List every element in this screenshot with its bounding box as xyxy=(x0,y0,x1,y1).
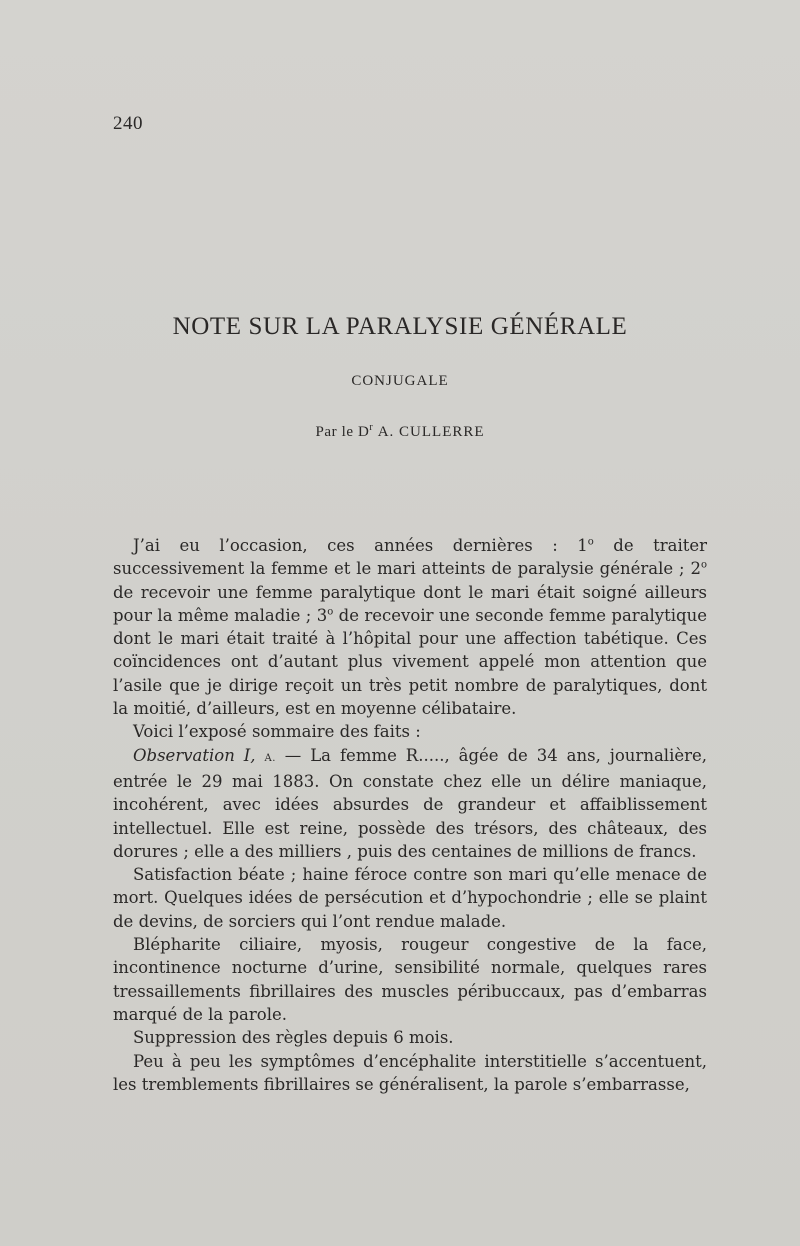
paragraph-facts: Voici l’exposé sommaire des faits : xyxy=(133,722,421,742)
article-subtitle: CONJUGALE xyxy=(351,373,449,389)
paragraph-intro: J’ai eu l’occasion, ces années dernières : 1$^o$ de traiter successivement la femme et le mari atteints de paralysie générale ; 2$^o$ de recevoir une femme paralytique dont le mari était soigné ailleurs pour la même maladie ; 3$^o$ de recevoir une seconde femme paralytique dont le mari était traité à l’hôpital pour une affection tabétique. Ces coïncidences ont d’autant plus vivement appelé mon attention que l’asile que je dirige reçoit un très petit nombre de paralytiques, dont la moitié, d’ailleurs, est en moyenne célibataire. xyxy=(113,536,708,719)
byline-prefix-sup: r xyxy=(369,422,374,433)
observation-letter: A. xyxy=(264,752,276,764)
page-number: 240 xyxy=(113,113,143,134)
paragraph-progression: Peu à peu les symptômes d’encéphalite interstitielle s’accentuent, les tremblements fibrillaires se généralisent, la parole s’embarrasse, xyxy=(113,1051,707,1094)
article-body xyxy=(113,534,707,1096)
author-name: A. CULLERRE xyxy=(377,424,485,440)
paragraph-satisfaction: Satisfaction béate ; haine féroce contre son mari qu’elle menace de mort. Quelques idées de persécution et d’hypochondrie ; elle se plaint de devins, de sorciers qui l’ont rendue malade. xyxy=(113,865,707,931)
paragraph-symptoms: Blépharite ciliaire, myosis, rougeur congestive de la face, incontinence nocturne d’urine, sensibilité normale, quelques rares tressaillements fibrillaires des muscles péribuccaux, pas d’embarras marqué de la parole. xyxy=(113,935,707,1024)
article-title: NOTE SUR LA PARALYSIE GÉNÉRALE xyxy=(172,313,628,340)
byline xyxy=(0,424,800,441)
byline-prefix: Par le D xyxy=(315,424,370,440)
paragraph-suppression: Suppression des règles depuis 6 mois. xyxy=(133,1028,454,1048)
observation-label: Observation I, xyxy=(133,745,256,765)
paragraph-observation: Observation I, A. — La femme R....., âgée de 34 ans, journalière, entrée le 29 mai 1883. On constate chez elle un délire maniaque, incohérent, avec idées absurdes de grandeur et affaiblissement intellectuel. Elle est reine, possède des trésors, des châteaux, des dorures ; elle a des milliers , puis des centaines de millions de francs. xyxy=(113,745,708,861)
